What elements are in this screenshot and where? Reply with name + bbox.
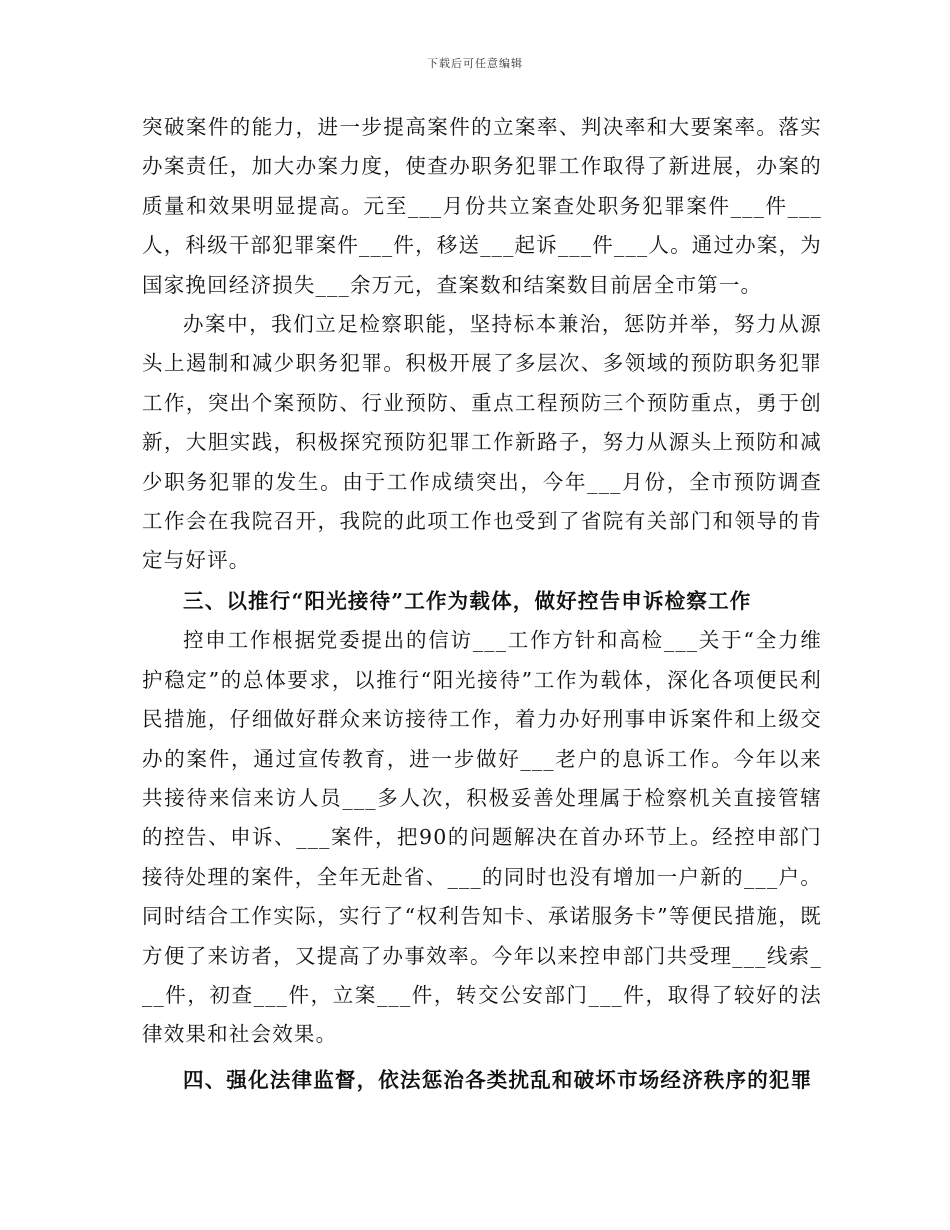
page-header: 下载后可任意编辑 xyxy=(427,57,523,70)
paragraph-complaint-appeal-work: 控申工作根据党委提出的信访___工作方针和高检___关于“全力维护稳定”的总体要求，以推行“阳光接待”工作为载体，深化各项便民利民措施，仔细做好群众来访接待工作，着力办好刑事申诉案件和上级交办的案件，通过宣传教育，进一步做好___老户的息诉工作。今年以来共接待来信来访人员___多人次，积极妥善处理属于检察机关直接管辖的控告、申诉、___案件，把90的问题解决在首办环节上。经控申部门接待处理的案件，全年无赴省、___的同时也没有增加一户新的___户。同时结合工作实际，实行了“权利告知卡、承诺服务卡”等便民措施，既方便了来访者，又提高了办事效率。今年以来控申部门共受理___线索___件，初查___件，立案___件，转交公安部门___件，取得了较好的法律效果和社会效果。 xyxy=(142,628,822,1047)
section-heading-4: 四、强化法律监督，依法惩治各类扰乱和破坏市场经济秩序的犯罪 xyxy=(183,1067,813,1092)
paragraph-case-handling-results: 突破案件的能力，进一步提高案件的立案率、判决率和大要案率。落实办案责任，加大办案力度，使查办职务犯罪工作取得了新进展，办案的质量和效果明显提高。元至___月份共立案查处职务犯罪案件___件___人，科级干部犯罪案件___件，移送___起诉___件___人。通过办案，为国家挽回经济损失___余万元，查案数和结案数目前居全市第一。 xyxy=(142,115,822,297)
section-heading-3: 三、以推行“阳光接待”工作为载体，做好控告申诉检察工作 xyxy=(183,588,752,613)
paragraph-prevention-work: 办案中，我们立足检察职能，坚持标本兼治，惩防并举，努力从源头上遏制和减少职务犯罪。积极开展了多层次、多领域的预防职务犯罪工作，突出个案预防、行业预防、重点工程预防三个预防重点，勇于创新，大胆实践，积极探究预防犯罪工作新路子，努力从源头上预防和减少职务犯罪的发生。由于工作成绩突出，今年___月份，全市预防调查工作会在我院召开，我院的此项工作也受到了省院有关部门和领导的肯定与好评。 xyxy=(142,312,822,573)
document-body xyxy=(142,108,822,1100)
